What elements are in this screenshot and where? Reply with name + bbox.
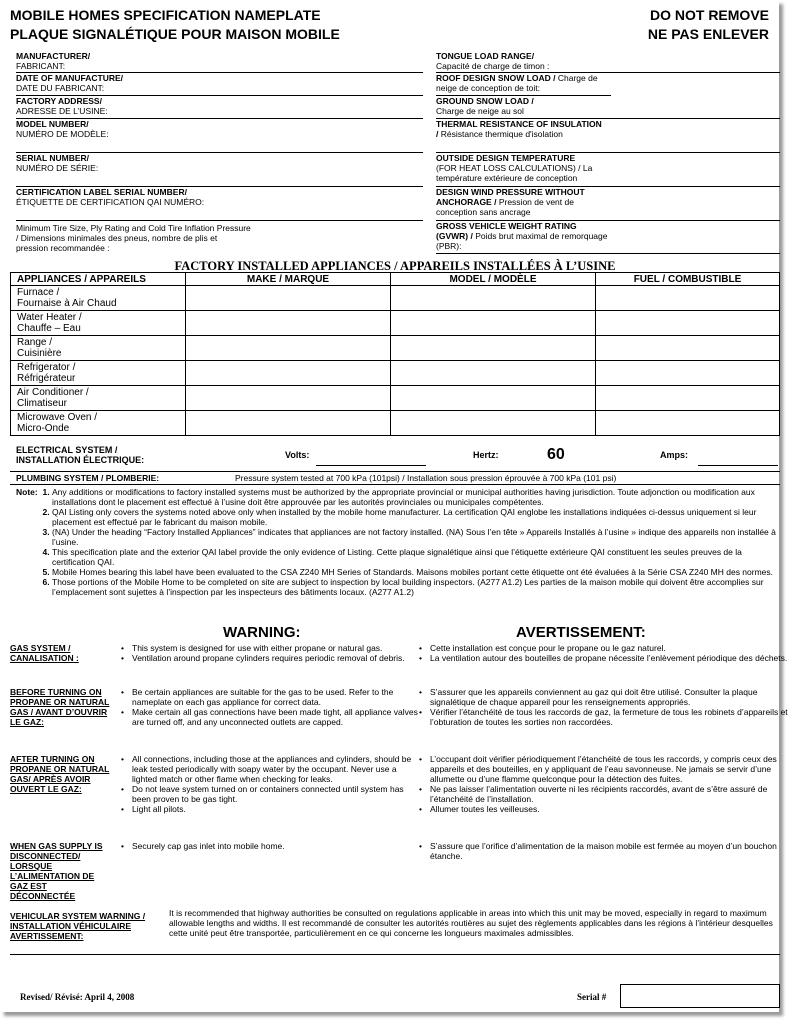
warning-heading: WARNING:: [223, 624, 301, 641]
hertz-value: 60: [547, 446, 565, 463]
model-cell[interactable]: [391, 411, 596, 436]
list-item: • This system is designed for use with either propane or natural gas.: [132, 643, 422, 653]
fuel-cell[interactable]: [596, 411, 780, 436]
vehicular-text: It is recommended that highway authorities be consulted on regulations applicable in areas into which this unit may be moved, especially in regard to maximum allowable lengths and widths. Il est recommandé de consulter les autorités routières au sujet des règlements applicables dans les régions à l’intérieur desquelles cette unité peut être transportée, particulièrement en ce qui concerne les longueurs maximales admissibles.: [169, 908, 773, 938]
list-item: • Ventilation around propane cylinders requires periodic removal of debris.: [132, 653, 422, 663]
note-item: 1. Any additions or modifications to factory installed systems must be authorized by the appropriate provincial or municipal authorities having jurisdiction. Toute adjonction ou modification aux installations dont le placement est effectué à l’usine doit être approuvée par les autorités provinciales ou municipales compétentes.: [52, 487, 776, 507]
appliance-name: Air Conditioner / Climatiseur: [11, 386, 186, 411]
hertz-label: Hertz:: [473, 450, 499, 460]
revised-date: Revised/ Révisé: April 4, 2008: [20, 992, 135, 1002]
title-en: MOBILE HOMES SPECIFICATION NAMEPLATE: [10, 7, 321, 23]
plumbing-label: PLUMBING SYSTEM / PLOMBERIE:: [16, 473, 160, 483]
column-header: FUEL / COMBUSTIBLE: [596, 273, 780, 286]
fuel-cell[interactable]: [596, 286, 780, 311]
spec-right-column: [436, 51, 780, 254]
appliance-name: Furnace / Fournaise à Air Chaud: [11, 286, 186, 311]
appliance-name: Refrigerator / Réfrigérateur: [11, 361, 186, 386]
field-tongue-load[interactable]: TONGUE LOAD RANGE/ Capacité de charge de timon :: [436, 51, 780, 73]
section-title: BEFORE TURNING ON PROPANE OR NATURAL GAS / AVANT D’OUVRIR LE GAZ:: [10, 687, 110, 727]
field-ground-snow-load[interactable]: GROUND SNOW LOAD / Charge de neige au sol: [436, 96, 780, 119]
column-header: MODEL / MODÈLE: [391, 273, 596, 286]
electrical-label: ELECTRICAL SYSTEM / INSTALLATION ÉLECTRIQUE:: [16, 445, 145, 465]
header: [10, 6, 769, 48]
list-item: • Light all pilots.: [132, 804, 422, 814]
list-item: • Securely cap gas inlet into mobile home.: [132, 841, 422, 851]
list-item: • Allumer toutes les veilleuses.: [430, 804, 790, 814]
section-title: GAS SYSTEM / CANALISATION :: [10, 643, 79, 663]
note-item: 4. This specification plate and the exterior QAI label provide the only evidence of Listing. Cette plaque signalétique ainsi que l’étiquette extérieure QAI constituent les seules preuves de la certification QAI.: [52, 547, 776, 567]
list-item: • Cette installation est conçue pour le propane ou le gaz naturel.: [430, 643, 790, 653]
spec-left-column: [16, 51, 423, 255]
warning-list-fr: [418, 643, 790, 663]
make-cell[interactable]: [186, 361, 391, 386]
fuel-cell[interactable]: [596, 361, 780, 386]
make-cell[interactable]: [186, 336, 391, 361]
make-cell[interactable]: [186, 286, 391, 311]
note-item: 6. Those portions of the Mobile Home to be completed on site are subject to inspection by local building inspectors. (A277 A1.2) Les parties de la maison mobile qui doivent être accomplies sur l’emplacement sont sujettes à l’inspection par les inspecteurs des bâtiments locaux. (A277 A1.2): [52, 577, 776, 597]
table-row: [11, 336, 780, 361]
table-row: [11, 311, 780, 336]
fuel-cell[interactable]: [596, 386, 780, 411]
list-item: • Make certain all gas connections have been made tight, all appliance valves are turned off, and any unconnected outlets are capped.: [132, 707, 422, 727]
electrical-system: [10, 444, 780, 470]
avertissement-heading: AVERTISSEMENT:: [516, 624, 646, 641]
appliance-name: Water Heater / Chauffe – Eau: [11, 311, 186, 336]
field-wind-pressure[interactable]: DESIGN WIND PRESSURE WITHOUT ANCHORAGE / Pression de vent de conception sans ancrage: [436, 187, 780, 221]
field-thermal-resistance[interactable]: THERMAL RESISTANCE OF INSULATION / Résistance thermique d'isolation: [436, 119, 780, 153]
section-title: WHEN GAS SUPPLY IS DISCONNECTED/ LORSQUE L’ALIMENTATION DE GAZ EST DÉCONNECTÉE: [10, 841, 103, 901]
column-header: APPLIANCES / APPAREILS: [11, 273, 186, 286]
field-certification-label[interactable]: CERTIFICATION LABEL SERIAL NUMBER/ ÉTIQUETTE DE CERTIFICATION QAI NUMÉRO:: [16, 187, 423, 221]
warning-list-en: [120, 643, 422, 663]
section-title: AFTER TURNING ON PROPANE OR NATURAL GAS/ APRÈS AVOIR OUVERT LE GAZ:: [10, 754, 110, 794]
table-row: [11, 411, 780, 436]
field-serial-number[interactable]: SERIAL NUMBER/ NUMÉRO DE SÉRIE:: [16, 153, 423, 187]
column-header: MAKE / MARQUE: [186, 273, 391, 286]
appliance-name: Microwave Oven / Micro-Onde: [11, 411, 186, 436]
warning-list-en: [120, 841, 422, 851]
list-item: • Do not leave system turned on or containers connected until system has been proven to be gas tight.: [132, 784, 422, 804]
header-title: [10, 6, 340, 44]
appliances-title: FACTORY INSTALLED APPLIANCES / APPAREILS INSTALLÉES À L’USINE: [174, 259, 616, 273]
amps-field[interactable]: [698, 465, 778, 466]
volts-label: Volts:: [285, 450, 310, 460]
warning-list-fr: [418, 687, 790, 727]
list-item: • S’assure que l’orifice d’alimentation de la maison mobile est fermée au moyen d’un bouchon étanche.: [430, 841, 790, 861]
model-cell[interactable]: [391, 336, 596, 361]
note-item: 2. QAI Listing only covers the systems noted above only when installed by the mobile home manufacturer. La certification QAI englobe les installations indiquées ci-dessus uniquement si leur placement est effectué par le fabricant du maison mobile.: [52, 507, 776, 527]
fuel-cell[interactable]: [596, 311, 780, 336]
field-model-number[interactable]: MODEL NUMBER/ NUMÉRO DE MODÈLE:: [16, 119, 423, 153]
model-cell[interactable]: [391, 311, 596, 336]
appliances-header-row: [11, 273, 780, 286]
header-notice: [648, 6, 769, 44]
divider: [10, 954, 780, 955]
warning-list-en: [120, 687, 422, 727]
fuel-cell[interactable]: [596, 336, 780, 361]
appliances-table: [10, 272, 780, 436]
make-cell[interactable]: [186, 411, 391, 436]
plumbing-text: Pressure system tested at 700 kPa (101psi) / Installation sous pression éprouvée à 700 kPa (101 psi): [235, 473, 617, 483]
field-tire-size[interactable]: Minimum Tire Size, Ply Rating and Cold Tire Inflation Pressure / Dimensions minimales des pneus, nombre de plis et pression recommandée :: [16, 223, 251, 253]
table-row: [11, 286, 780, 311]
list-item: • S’assurer que les appareils conviennent au gaz qui doit être utilisé. Consulter la plaque signalétique de chaque appareil pour les renseignements appropriés.: [430, 687, 790, 707]
field-roof-snow-load[interactable]: ROOF DESIGN SNOW LOAD / Charge de neige de conception de toit:: [436, 73, 611, 96]
field-date-of-manufacture[interactable]: DATE OF MANUFACTURE/ DATE DU FABRICANT:: [16, 73, 423, 96]
serial-field[interactable]: [620, 984, 780, 1008]
field-factory-address[interactable]: FACTORY ADDRESS/ ADRESSE DE L’USINE:: [16, 96, 423, 119]
amps-label: Amps:: [660, 450, 689, 460]
field-gvwr[interactable]: GROSS VEHICLE WEIGHT RATING (GVWR) / Poids brut maximal de remorquage (PBR):: [436, 221, 780, 254]
note-item: 3. (NA) Under the heading “Factory Installed Appliances” indicates that appliances are not factory installed. (NA) Sous l’en tête » Appareils Installés à l’usine » indique des appareils non installée à l’usine.: [52, 527, 776, 547]
make-cell[interactable]: [186, 386, 391, 411]
list-item: • L’occupant doit vérifier périodiquement l’étanchéité de tous les raccords, y compris ceux des appareils et des bouteilles, en y appliquant de l’eau savonneuse. Ne jamais se servir d’une allumette ou d’une flamme quelconque pour la détection des fuites.: [430, 754, 790, 784]
model-cell[interactable]: [391, 386, 596, 411]
field-manufacturer[interactable]: MANUFACTURER/ FABRICANT:: [16, 51, 423, 73]
make-cell[interactable]: [186, 311, 391, 336]
list-item: • Vérifier l’étanchéité de tous les raccords de gaz, la fermeture de tous les robinets d’appareils et l’obturation de toutes les sorties non raccordées.: [430, 707, 790, 727]
list-item: • All connections, including those at the appliances and cylinders, should be leak tested periodically with soapy water by the occupant. Never use a lighted match or other flame when checking for leaks.: [132, 754, 422, 784]
model-cell[interactable]: [391, 286, 596, 311]
note-item: 5. Mobile Homes bearing this label have been evaluated to the CSA Z240 MH Series of Standards. Maisons mobiles portant cette étiquette ont été évaluées à la Série CSA Z240 MH des normes.: [52, 567, 776, 577]
vehicular-title: VEHICULAR SYSTEM WARNING / INSTALLATION VÉHICULAIRE AVERTISSEMENT:: [10, 911, 146, 941]
plumbing-system: [10, 471, 780, 485]
warning-list-fr: [418, 841, 790, 861]
field-outside-temperature[interactable]: OUTSIDE DESIGN TEMPERATURE (FOR HEAT LOSS CALCULATIONS) / La température extérieure de conception: [436, 153, 780, 187]
warning-list-en: [120, 754, 422, 814]
model-cell[interactable]: [391, 361, 596, 386]
notice-en: DO NOT REMOVE: [649, 7, 769, 23]
title-fr: PLAQUE SIGNALÉTIQUE POUR MAISON MOBILE: [10, 26, 340, 42]
notes: [16, 487, 776, 597]
serial-label: Serial #: [577, 992, 607, 1002]
notice-fr: NE PAS ENLEVER: [647, 26, 769, 42]
list-item: • Ne pas laisser l’alimentation ouverte ni les récipients raccordés, avant de s’être assuré de l’étanchéité de l’installation.: [430, 784, 790, 804]
warning-list-fr: [418, 754, 790, 814]
table-row: [11, 361, 780, 386]
appliance-name: Range / Cuisinière: [11, 336, 186, 361]
notes-label: Note:: [16, 487, 38, 497]
list-item: • La ventilation autour des bouteilles de propane nécessite l’enlèvement périodique des déchets.: [430, 653, 790, 663]
volts-field[interactable]: [316, 465, 426, 466]
list-item: • Be certain appliances are suitable for the gas to be used. Refer to the nameplate on each gas appliance for correct data.: [132, 687, 422, 707]
table-row: [11, 386, 780, 411]
